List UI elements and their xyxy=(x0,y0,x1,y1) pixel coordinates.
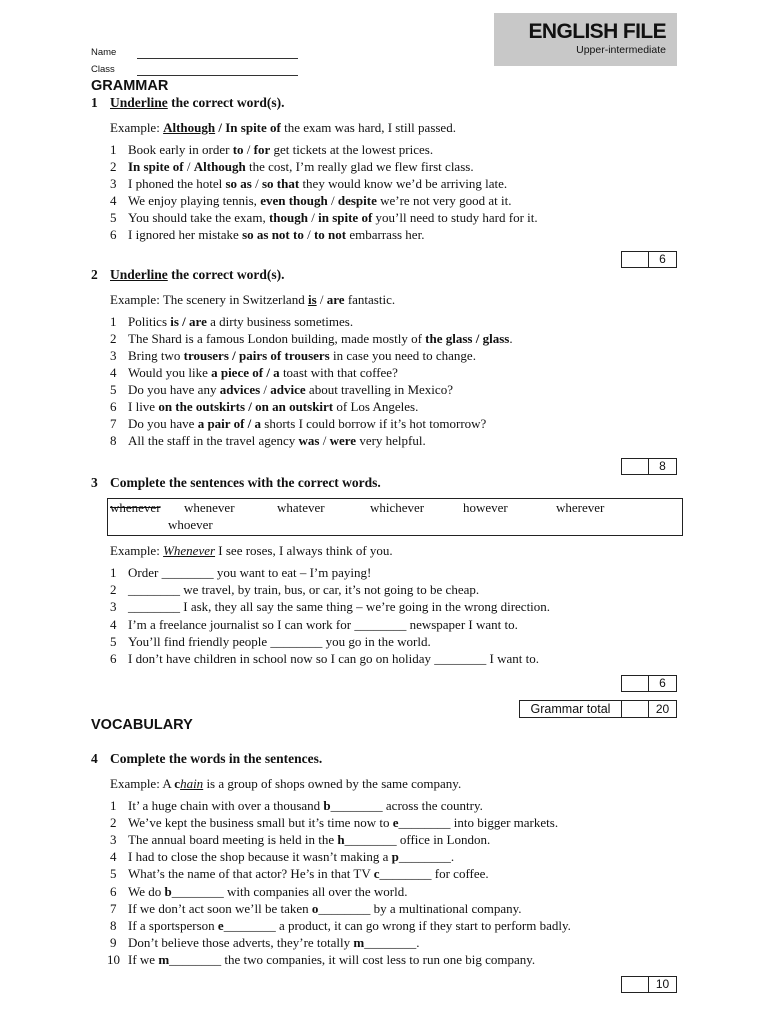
item-number: 1 xyxy=(110,798,117,813)
item-option[interactable]: were xyxy=(329,433,357,448)
item-text-part: ________ with companies all over the world. xyxy=(171,883,408,899)
item-text xyxy=(128,176,507,192)
item-number: 5 xyxy=(110,210,117,225)
q1-title-rest: the correct word(s). xyxy=(167,95,285,110)
item-option[interactable]: Although xyxy=(193,159,246,174)
example-rest: I see roses, I always think of you. xyxy=(215,543,393,558)
item-text xyxy=(128,382,453,398)
class-label: Class xyxy=(91,64,115,75)
example-answer: Whenever xyxy=(163,543,216,558)
item-number: 4 xyxy=(110,365,117,380)
score-max: 8 xyxy=(659,459,666,473)
item-text-part: We do xyxy=(128,883,165,899)
item-number: 2 xyxy=(110,159,117,174)
example-rest: fantastic. xyxy=(344,292,396,307)
item-text-part: about travelling in Mexico? xyxy=(305,382,453,397)
q1-example xyxy=(110,119,456,136)
item-text-part: It’ a huge chain with over a thousand xyxy=(128,798,324,813)
item-text: ________ I ask, they all say the same thing – we’re going in the wrong direction. xyxy=(128,599,551,615)
name-field[interactable] xyxy=(137,58,298,59)
q3-example xyxy=(110,542,393,559)
item-text xyxy=(128,416,486,432)
score-input[interactable] xyxy=(622,977,649,992)
item-text: ________ we travel, by train, bus, or car, it’s not going to be cheap. xyxy=(128,582,480,598)
item-text-part: ________. xyxy=(398,849,455,865)
q2-title xyxy=(0,267,768,285)
item-option[interactable]: is / are xyxy=(170,314,207,329)
item-text xyxy=(128,849,454,865)
item-number: 1 xyxy=(110,142,117,157)
item-text-part: ________ the two companies, it will cost less to run one big company. xyxy=(169,951,536,967)
item-text-part: / xyxy=(260,382,271,397)
item-option[interactable]: p xyxy=(391,849,399,865)
item-text-part: you’ll need to study hard for it. xyxy=(372,210,538,225)
item-number: 6 xyxy=(110,227,117,242)
item-number: 6 xyxy=(110,399,117,414)
example-rest: the exam was hard, I still passed. xyxy=(280,120,456,135)
item-text-part: I ignored her mistake xyxy=(128,227,243,242)
item-text-part: What’s the name of that actor? He’s in that TV xyxy=(128,866,374,882)
item-text xyxy=(128,815,558,831)
vocabulary-heading: VOCABULARY xyxy=(91,717,193,733)
item-text-part: Don’t believe those adverts, they’re totally xyxy=(128,934,354,950)
item-option[interactable]: to xyxy=(232,142,244,157)
item-text-part: I had to close the shop because it wasn’t making a xyxy=(128,849,392,865)
item-text xyxy=(128,798,483,814)
item-number: 6 xyxy=(110,883,117,899)
item-text-part: . xyxy=(509,331,513,346)
item-number: 3 xyxy=(110,176,117,191)
score-input[interactable] xyxy=(622,252,649,267)
item-text-part: shorts I could borrow if it’s hot tomorrow? xyxy=(261,416,487,431)
example-option: In spite of xyxy=(225,120,281,135)
item-text-part: Would you like xyxy=(128,365,212,380)
item-text-part: embarrass her. xyxy=(346,227,425,242)
item-option[interactable]: o xyxy=(311,900,319,916)
item-text: You’ll find friendly people ________ you go in the world. xyxy=(128,633,431,649)
q3-score-box xyxy=(621,675,677,692)
item-text-part: We enjoy playing tennis, xyxy=(128,193,261,208)
item-number: 8 xyxy=(110,917,117,933)
item-text-part: If we don’t act soon we’ll be taken xyxy=(128,900,312,916)
item-text-part: ________. xyxy=(364,934,420,950)
q4-title-text: Complete the words in the sentences. xyxy=(110,751,323,766)
item-option[interactable]: b xyxy=(323,798,331,813)
item-text-part: ________ into bigger markets. xyxy=(398,815,559,831)
q1-score-box xyxy=(621,251,677,268)
item-number: 10 xyxy=(107,951,120,967)
item-option[interactable]: a piece of / a xyxy=(211,365,280,380)
item-text xyxy=(128,314,353,330)
item-option[interactable]: advices xyxy=(219,382,261,397)
item-text xyxy=(128,866,489,882)
q4-number: 4 xyxy=(91,751,98,766)
item-text-part: ________ by a multinational company. xyxy=(318,900,522,916)
item-text-part: a dirty business sometimes. xyxy=(206,314,354,329)
example-letter: c xyxy=(174,776,181,791)
item-text-part: of Los Angeles. xyxy=(333,399,419,414)
example-prefix: Example: xyxy=(110,543,164,558)
item-option[interactable]: m xyxy=(353,934,365,950)
brand-title: ENGLISH FILE xyxy=(528,20,666,43)
score-max: 10 xyxy=(655,977,670,991)
item-number: 4 xyxy=(110,616,117,632)
item-text-part: All the staff in the travel agency xyxy=(128,433,299,448)
item-text: I’m a freelance journalist so I can work for ________ newspaper I want to. xyxy=(128,616,518,632)
item-text xyxy=(128,884,408,900)
q3-number: 3 xyxy=(91,475,98,490)
item-text xyxy=(128,159,474,175)
item-text-part: ________ across the country. xyxy=(330,798,483,813)
item-text-part: toast with that coffee? xyxy=(279,365,398,380)
item-text-part: the cost, I’m really glad we flew first class. xyxy=(245,159,474,174)
item-number: 8 xyxy=(110,433,117,448)
item-text-part: If we xyxy=(128,951,159,967)
example-answer: is xyxy=(307,292,317,307)
item-text-part: I phoned the hotel xyxy=(128,176,226,191)
item-option[interactable]: b xyxy=(164,883,172,899)
item-number: 3 xyxy=(110,348,117,363)
item-option[interactable]: even though xyxy=(260,193,328,208)
example-rest: is a group of shops owned by the same company. xyxy=(203,776,462,791)
brand-box xyxy=(494,13,677,66)
item-number: 6 xyxy=(110,651,117,666)
item-text xyxy=(128,832,490,848)
item-option[interactable]: advice xyxy=(270,382,306,397)
item-number: 1 xyxy=(110,314,117,329)
item-text-part: we’re not very good at it. xyxy=(376,193,512,208)
item-text xyxy=(128,348,476,364)
item-text-part: I live xyxy=(128,399,159,414)
item-text-part: You should take the exam, xyxy=(128,210,269,225)
item-text-part: / xyxy=(243,142,254,157)
word-box-word: however xyxy=(463,500,508,515)
item-text-part: ________ office in London. xyxy=(344,832,491,848)
item-option[interactable]: the glass / glass xyxy=(425,331,510,346)
example-prefix: Example: The scenery in Switzerland xyxy=(110,292,308,307)
grammar-total-input[interactable] xyxy=(622,701,649,717)
item-text-part: in case you need to change. xyxy=(329,348,476,363)
item-option[interactable]: h xyxy=(337,832,345,848)
item-text-part: We’ve kept the business small but it’s time now to xyxy=(128,815,393,831)
q2-example xyxy=(110,291,395,308)
item-option[interactable]: on the outskirts / on an outskirt xyxy=(158,399,334,414)
grammar-total-box xyxy=(519,700,677,718)
word-box-word: whenever xyxy=(110,500,161,515)
item-option[interactable]: m xyxy=(158,951,170,967)
item-text xyxy=(128,193,512,209)
item-number: 2 xyxy=(110,582,117,598)
item-text-part: ________ a product, it can go wrong if they start to perform badly. xyxy=(223,917,571,933)
item-option[interactable]: a pair of / a xyxy=(197,416,262,431)
item-number: 9 xyxy=(110,934,117,950)
brand-subtitle: Upper-intermediate xyxy=(576,44,666,56)
item-text xyxy=(128,952,535,968)
item-option[interactable]: though xyxy=(268,210,308,225)
score-input[interactable] xyxy=(622,676,649,691)
item-text-part: very helpful. xyxy=(356,433,426,448)
item-number: 2 xyxy=(110,331,117,346)
q1-title-underlined: Underline xyxy=(110,95,168,110)
item-option[interactable]: despite xyxy=(337,193,377,208)
item-number: 5 xyxy=(110,866,117,882)
q4-example xyxy=(110,775,461,792)
example-sep: / xyxy=(316,292,327,307)
example-prefix: Example: xyxy=(110,120,164,135)
example-prefix: Example: A xyxy=(110,776,175,791)
item-text-part: / xyxy=(327,193,338,208)
q1-title xyxy=(0,95,768,113)
item-number: 1 xyxy=(110,565,117,580)
item-text xyxy=(128,365,398,381)
item-text-part: The Shard is a famous London building, made mostly of xyxy=(128,331,426,346)
word-box-word: whichever xyxy=(370,500,425,515)
item-text xyxy=(128,935,419,951)
item-option[interactable]: for xyxy=(253,142,271,157)
item-text-part: ________ for coffee. xyxy=(379,866,489,882)
item-text-part: The annual board meeting is held in the xyxy=(128,832,338,848)
example-option: are xyxy=(326,292,345,307)
item-option[interactable]: so as xyxy=(225,176,252,191)
word-box-word: whenever xyxy=(184,500,235,515)
word-box xyxy=(107,498,683,536)
item-text xyxy=(128,227,424,243)
item-text-part: Bring two xyxy=(128,348,184,363)
item-number: 4 xyxy=(110,849,117,865)
item-text-part: If a sportsperson xyxy=(128,917,218,933)
item-text xyxy=(128,399,418,415)
item-text-part: / xyxy=(183,159,194,174)
item-option[interactable]: so as not to xyxy=(242,227,304,242)
example-sep: / xyxy=(215,120,226,135)
item-number: 3 xyxy=(110,599,117,615)
example-answer: Although xyxy=(163,120,216,135)
item-option[interactable]: e xyxy=(217,917,224,933)
item-text xyxy=(128,901,522,917)
item-number: 7 xyxy=(110,900,117,916)
q3-title xyxy=(0,475,768,493)
item-text xyxy=(128,331,513,347)
item-option[interactable]: e xyxy=(392,815,399,831)
item-option[interactable]: In spite of xyxy=(128,159,184,174)
q2-number: 2 xyxy=(91,267,98,282)
item-text-part: they would know we’d be arriving late. xyxy=(299,176,508,191)
name-label: Name xyxy=(91,47,117,58)
item-number: 5 xyxy=(110,382,117,397)
item-text: I don’t have children in school now so I can go on holiday ________ I want to. xyxy=(128,651,539,666)
item-text-part: / xyxy=(251,176,262,191)
item-number: 2 xyxy=(110,815,117,831)
item-option[interactable]: c xyxy=(373,866,380,882)
item-number: 7 xyxy=(110,416,117,431)
word-box-word: wherever xyxy=(556,500,605,515)
word-box-word: whatever xyxy=(277,500,325,515)
item-text-part: Politics xyxy=(128,314,171,329)
item-text xyxy=(128,433,426,449)
q2-title-rest: the correct word(s). xyxy=(167,267,285,282)
item-option[interactable]: in spite of xyxy=(318,210,373,225)
score-max: 6 xyxy=(659,252,666,266)
item-option[interactable]: so that xyxy=(261,176,300,191)
item-option[interactable]: was xyxy=(298,433,320,448)
class-field[interactable] xyxy=(137,75,298,76)
item-number: 3 xyxy=(110,832,117,848)
item-text-part: Do you have any xyxy=(128,382,220,397)
q1-number: 1 xyxy=(91,95,98,110)
q2-score-box xyxy=(621,458,677,475)
word-box-word: whoever xyxy=(168,517,213,532)
item-text xyxy=(128,918,571,934)
item-option[interactable]: to not xyxy=(313,227,347,242)
item-text-part: get tickets at the lowest prices. xyxy=(270,142,434,157)
item-text: Order ________ you want to eat – I’m paying! xyxy=(128,565,372,580)
score-input[interactable] xyxy=(622,459,649,474)
grammar-total-label: Grammar total xyxy=(520,701,622,717)
item-text-part: / xyxy=(303,227,314,242)
item-text-part: / xyxy=(307,210,319,225)
grammar-heading: GRAMMAR xyxy=(91,78,169,94)
item-option[interactable]: trousers / pairs of trousers xyxy=(183,348,330,363)
item-number: 4 xyxy=(110,193,117,208)
item-text-part: Book early in order xyxy=(128,142,233,157)
item-number: 5 xyxy=(110,633,117,649)
item-text xyxy=(128,142,433,158)
score-max: 6 xyxy=(659,676,666,690)
q4-score-box xyxy=(621,976,677,993)
item-text-part: / xyxy=(319,433,330,448)
example-answer: hain xyxy=(180,776,204,791)
q4-title xyxy=(0,751,768,769)
q2-title-underlined: Underline xyxy=(110,267,168,282)
item-text-part: Do you have xyxy=(128,416,198,431)
grammar-total-max: 20 xyxy=(655,702,670,716)
item-text xyxy=(128,210,538,226)
q3-title-text: Complete the sentences with the correct words. xyxy=(110,475,381,490)
